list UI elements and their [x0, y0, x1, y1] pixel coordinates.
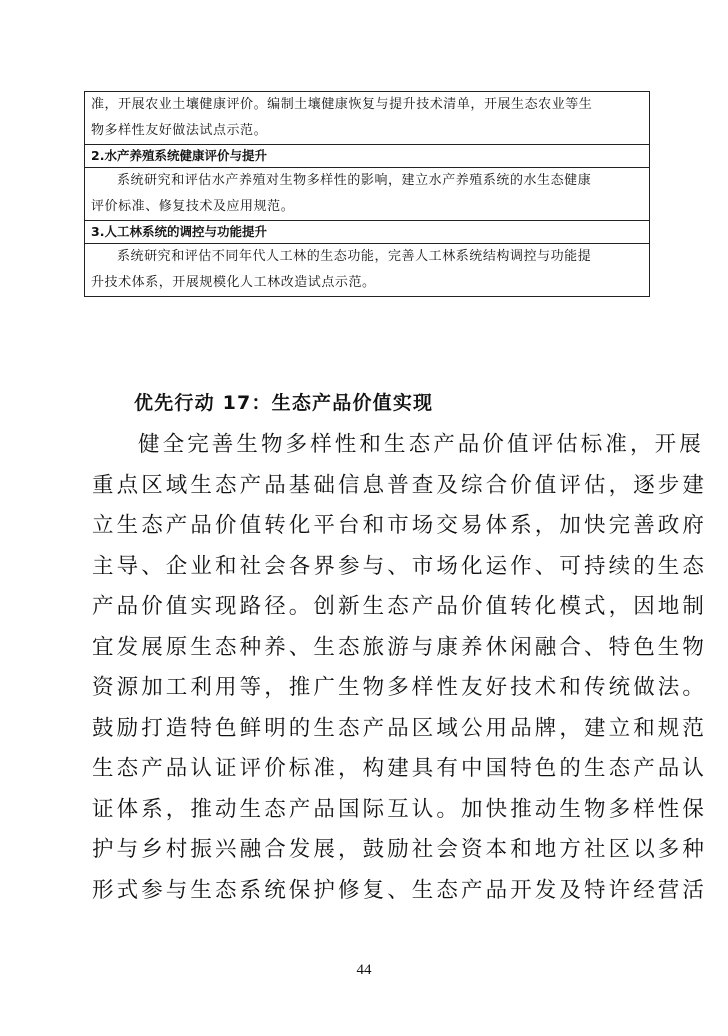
box-text-line: 系统研究和评估水产养殖对生物多样性的影响，建立水产养殖系统的水生态健康 — [117, 173, 592, 188]
body-line: 重点区域生态产品基础信息普查及综合价值评估，逐步建 — [92, 472, 708, 498]
page-number: 44 — [356, 962, 372, 978]
section-heading: 优先行动 17：生态产品价值实现 — [134, 392, 434, 414]
body-line: 宜发展原生态种养、生态旅游与康养休闲融合、特色生物 — [92, 634, 708, 660]
box-section-heading: 2.水产养殖系统健康评价与提升 — [85, 145, 649, 168]
box-text-line: 物多样性友好做法试点示范。 — [91, 123, 268, 138]
box-section-heading: 3.人工林系统的调控与功能提升 — [85, 221, 649, 244]
body-line: 护与乡村振兴融合发展，鼓励社会资本和地方社区以多种 — [92, 837, 708, 862]
body-line: 主导、企业和社会各界参与、市场化运作、可持续的生态 — [92, 553, 708, 579]
body-line: 立生态产品价值转化平台和市场交易体系，加快完善政府 — [92, 513, 708, 538]
text-box-table — [84, 91, 650, 297]
body-line: 生态产品认证评价标准，构建具有中国特色的生态产品认 — [92, 756, 708, 781]
box-text-line: 系统研究和评估不同年代人工林的生态功能，完善人工林系统结构调控与功能提 — [117, 249, 592, 264]
box-section-aquaculture — [85, 144, 649, 220]
body-line: 鼓励打造特色鲜明的生态产品区域公用品牌，建立和规范 — [92, 715, 708, 741]
box-text-line: 升技术体系，开展规模化人工林改造试点示范。 — [91, 275, 376, 290]
box-text-line: 准，开展农业土壤健康评价。编制土壤健康恢复与提升技术清单，开展生态农业等生 — [91, 97, 593, 112]
body-line: 证体系，推动生态产品国际互认。加快推动生物多样性保 — [92, 796, 708, 822]
body-line: 形式参与生态系统保护修复、生态产品开发及特许经营活 — [92, 877, 708, 903]
body-line: 健全完善生物多样性和生态产品价值评估标准，开展 — [138, 432, 704, 457]
box-intro — [85, 92, 649, 144]
box-section-plantation — [85, 220, 649, 296]
body-paragraph — [92, 425, 708, 911]
body-line: 产品价值实现路径。创新生态产品价值转化模式，因地制 — [92, 594, 708, 619]
body-line: 资源加工利用等，推广生物多样性友好技术和传统做法。 — [92, 675, 708, 700]
box-text-line: 评价标准、修复技术及应用规范。 — [91, 199, 295, 214]
